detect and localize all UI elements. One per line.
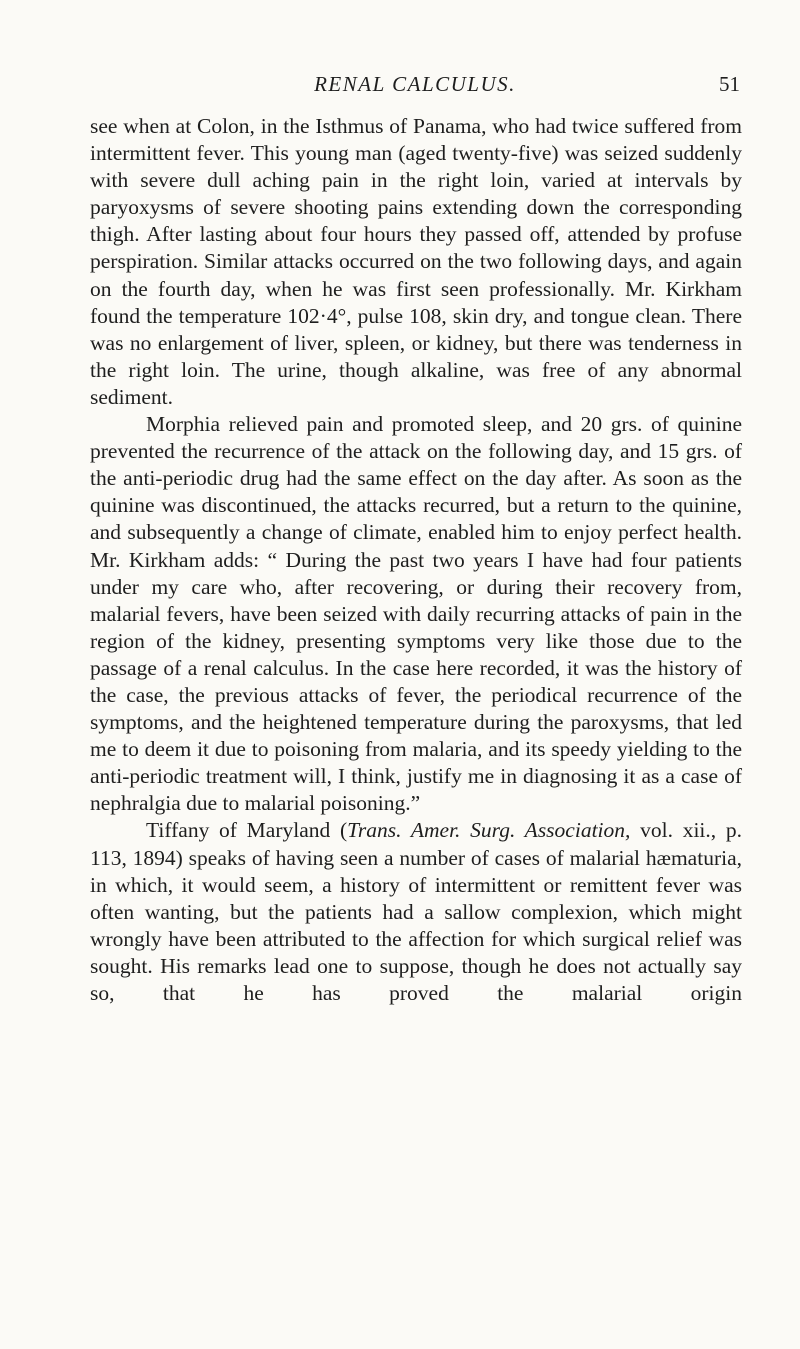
running-head: RENAL CALCULUS. — [314, 72, 516, 96]
body-text — [90, 113, 742, 1007]
journal-citation: Trans. Amer. Surg. Association, — [347, 818, 631, 843]
paragraph-text: Tiffany of Maryland ( — [146, 818, 348, 843]
paragraph-case-report — [90, 113, 742, 411]
paragraph-treatment — [90, 411, 742, 817]
paragraph-tiffany — [90, 817, 742, 1007]
paragraph-text: Morphia relieved pain and promoted sleep, and 20 grs. of quinine prevented the recurrence of the attack on the following day, and 15 grs. of the anti-periodic drug had the same effect on the day after. As soon as the quinine was discontinued, the attacks recurred, but a return to the quinine, and subsequently a change of climate, enabled him to enjoy perfect health. Mr. Kirkham adds: “ During the past two years I have had four patients under my care who, after recovering, or during their recovery from, malarial fevers, have been seized with daily recurring attacks of pain in the region of the kidney, presenting symptoms very like those due to the passage of a renal calculus. In the case here recorded, it was the history of the case, the previous attacks of fever, the periodical recurrence of the symptoms, and the heightened temperature during the paroxysms, that led me to deem it due to poisoning from malaria, and its speedy yielding to the anti-periodic treatment will, I think, justify me in diagnosing it as a case of nephralgia due to malarial poisoning.” — [90, 412, 742, 816]
paragraph-text: see when at Colon, in the Isthmus of Panama, who had twice suffered from intermittent fever. This young man (aged twenty-five) was seized suddenly with severe dull aching pain in the right loin, varied at intervals by paryoxysms of severe shooting pains extending down the corresponding thigh. After lasting about four hours they passed off, attended by profuse perspiration. Similar attacks occurred on the two following days, and again on the fourth day, when he was first seen professionally. Mr. Kirkham found the temperature 102·4°, pulse 108, skin dry, and tongue clean. There was no enlargement of liver, spleen, or kidney, but there was tenderness in the right loin. The urine, though alkaline, was free of any abnormal sediment. — [90, 114, 742, 409]
page-number: 51 — [719, 72, 740, 96]
paragraph-text: vol. xii., p. 113, 1894) speaks of having seen a number of cases of malarial hæmaturia, in which, it would seem, a history of intermittent or remittent fever was often wanting, but the patients had a sallow complexion, which might wrongly have been attributed to the affection for which surgical relief was sought. His remarks lead one to suppose, though he does not actually say so, that he has proved the malarial origin — [90, 818, 742, 1005]
page-header — [90, 72, 740, 102]
